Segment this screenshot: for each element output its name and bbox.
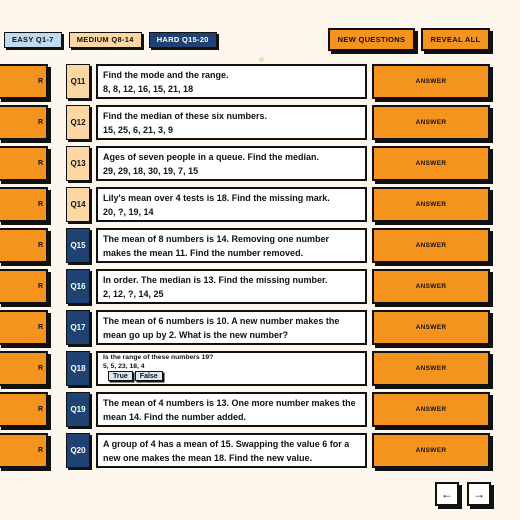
question-text: Find the mode and the range.	[103, 70, 229, 80]
question-number: Q19	[66, 392, 90, 427]
answer-button[interactable]: ANSWER	[372, 269, 490, 304]
question-text-box	[96, 105, 367, 140]
question-values: 5, 5, 23, 18, 4	[103, 362, 145, 370]
previous-answer-card[interactable]: R	[0, 105, 48, 140]
question-text-box	[96, 433, 367, 468]
question-number: Q12	[66, 105, 90, 140]
previous-answer-card[interactable]: R	[0, 269, 48, 304]
question-number: Q16	[66, 269, 90, 304]
previous-answer-card[interactable]: R	[0, 228, 48, 263]
legend-hard: HARD Q15-20	[149, 32, 217, 48]
question-text: The mean of 8 numbers is 14. Removing one number	[103, 234, 330, 244]
decorative-dot	[259, 57, 264, 62]
answer-button[interactable]: ANSWER	[372, 433, 490, 468]
question-text-box	[96, 146, 367, 181]
question-text: Ages of seven people in a queue. Find the median.	[103, 152, 320, 162]
question-text: Find the median of these six numbers.	[103, 111, 268, 121]
previous-answer-card[interactable]: R	[0, 146, 48, 181]
true-false-group	[108, 371, 360, 381]
question-number: Q13	[66, 146, 90, 181]
question-text-box	[96, 228, 367, 263]
question-text-box	[96, 64, 367, 99]
question-text: Is the range of these numbers 19?	[103, 354, 214, 361]
previous-answer-card[interactable]: R	[0, 433, 48, 468]
question-values: 2, 12, ?, 14, 25	[103, 289, 164, 299]
question-values: mean go up by 2. What is the new number?	[103, 330, 289, 340]
question-text-box	[96, 392, 367, 427]
question-text-box	[96, 310, 367, 345]
previous-answer-card[interactable]: R	[0, 187, 48, 222]
prev-page-button[interactable]	[435, 482, 459, 506]
arrow-right-icon: →	[473, 487, 485, 501]
question-values: 8, 8, 12, 16, 15, 21, 18	[103, 84, 194, 94]
false-button[interactable]: False	[135, 371, 163, 381]
question-values: new one makes the mean 18. Find the new value.	[103, 453, 313, 463]
question-number: Q17	[66, 310, 90, 345]
question-values: mean 14. Find the number added.	[103, 412, 247, 422]
answer-button[interactable]: ANSWER	[372, 187, 490, 222]
answer-button[interactable]: ANSWER	[372, 310, 490, 345]
question-text-box	[96, 269, 367, 304]
question-number: Q20	[66, 433, 90, 468]
question-text: The mean of 6 numbers is 10. A new number makes the	[103, 316, 340, 326]
question-text: In order. The median is 13. Find the missing number.	[103, 275, 328, 285]
question-number: Q14	[66, 187, 90, 222]
previous-answer-card[interactable]: R	[0, 310, 48, 345]
answer-button[interactable]: ANSWER	[372, 105, 490, 140]
answer-button[interactable]: ANSWER	[372, 146, 490, 181]
question-text-box	[96, 351, 367, 386]
answer-button[interactable]: ANSWER	[372, 351, 490, 386]
question-text: Lily's mean over 4 tests is 18. Find the missing mark.	[103, 193, 330, 203]
previous-answer-card[interactable]: R	[0, 392, 48, 427]
answer-button[interactable]: ANSWER	[372, 64, 490, 99]
difficulty-legend	[4, 32, 217, 48]
question-text: A group of 4 has a mean of 15. Swapping the value 6 for a	[103, 439, 350, 449]
previous-answer-card[interactable]: R	[0, 64, 48, 99]
question-text: The mean of 4 numbers is 13. One more number makes the	[103, 398, 356, 408]
question-number: Q11	[66, 64, 90, 99]
legend-medium: MEDIUM Q8-14	[69, 32, 142, 48]
question-values: makes the mean 11. Find the number removed.	[103, 248, 304, 258]
question-text-box	[96, 187, 367, 222]
question-values: 29, 29, 18, 30, 19, 7, 15	[103, 166, 199, 176]
next-page-button[interactable]	[467, 482, 491, 506]
arrow-left-icon: ←	[441, 487, 453, 501]
answer-button[interactable]: ANSWER	[372, 392, 490, 427]
reveal-all-button[interactable]: REVEAL ALL	[421, 28, 490, 51]
new-questions-button[interactable]: NEW QUESTIONS	[328, 28, 415, 51]
question-values: 20, ?, 19, 14	[103, 207, 154, 217]
question-number: Q15	[66, 228, 90, 263]
true-button[interactable]: True	[108, 371, 133, 381]
answer-button[interactable]: ANSWER	[372, 228, 490, 263]
question-number: Q18	[66, 351, 90, 386]
legend-easy: EASY Q1-7	[4, 32, 62, 48]
question-values: 15, 25, 6, 21, 3, 9	[103, 125, 174, 135]
previous-answer-card[interactable]: R	[0, 351, 48, 386]
